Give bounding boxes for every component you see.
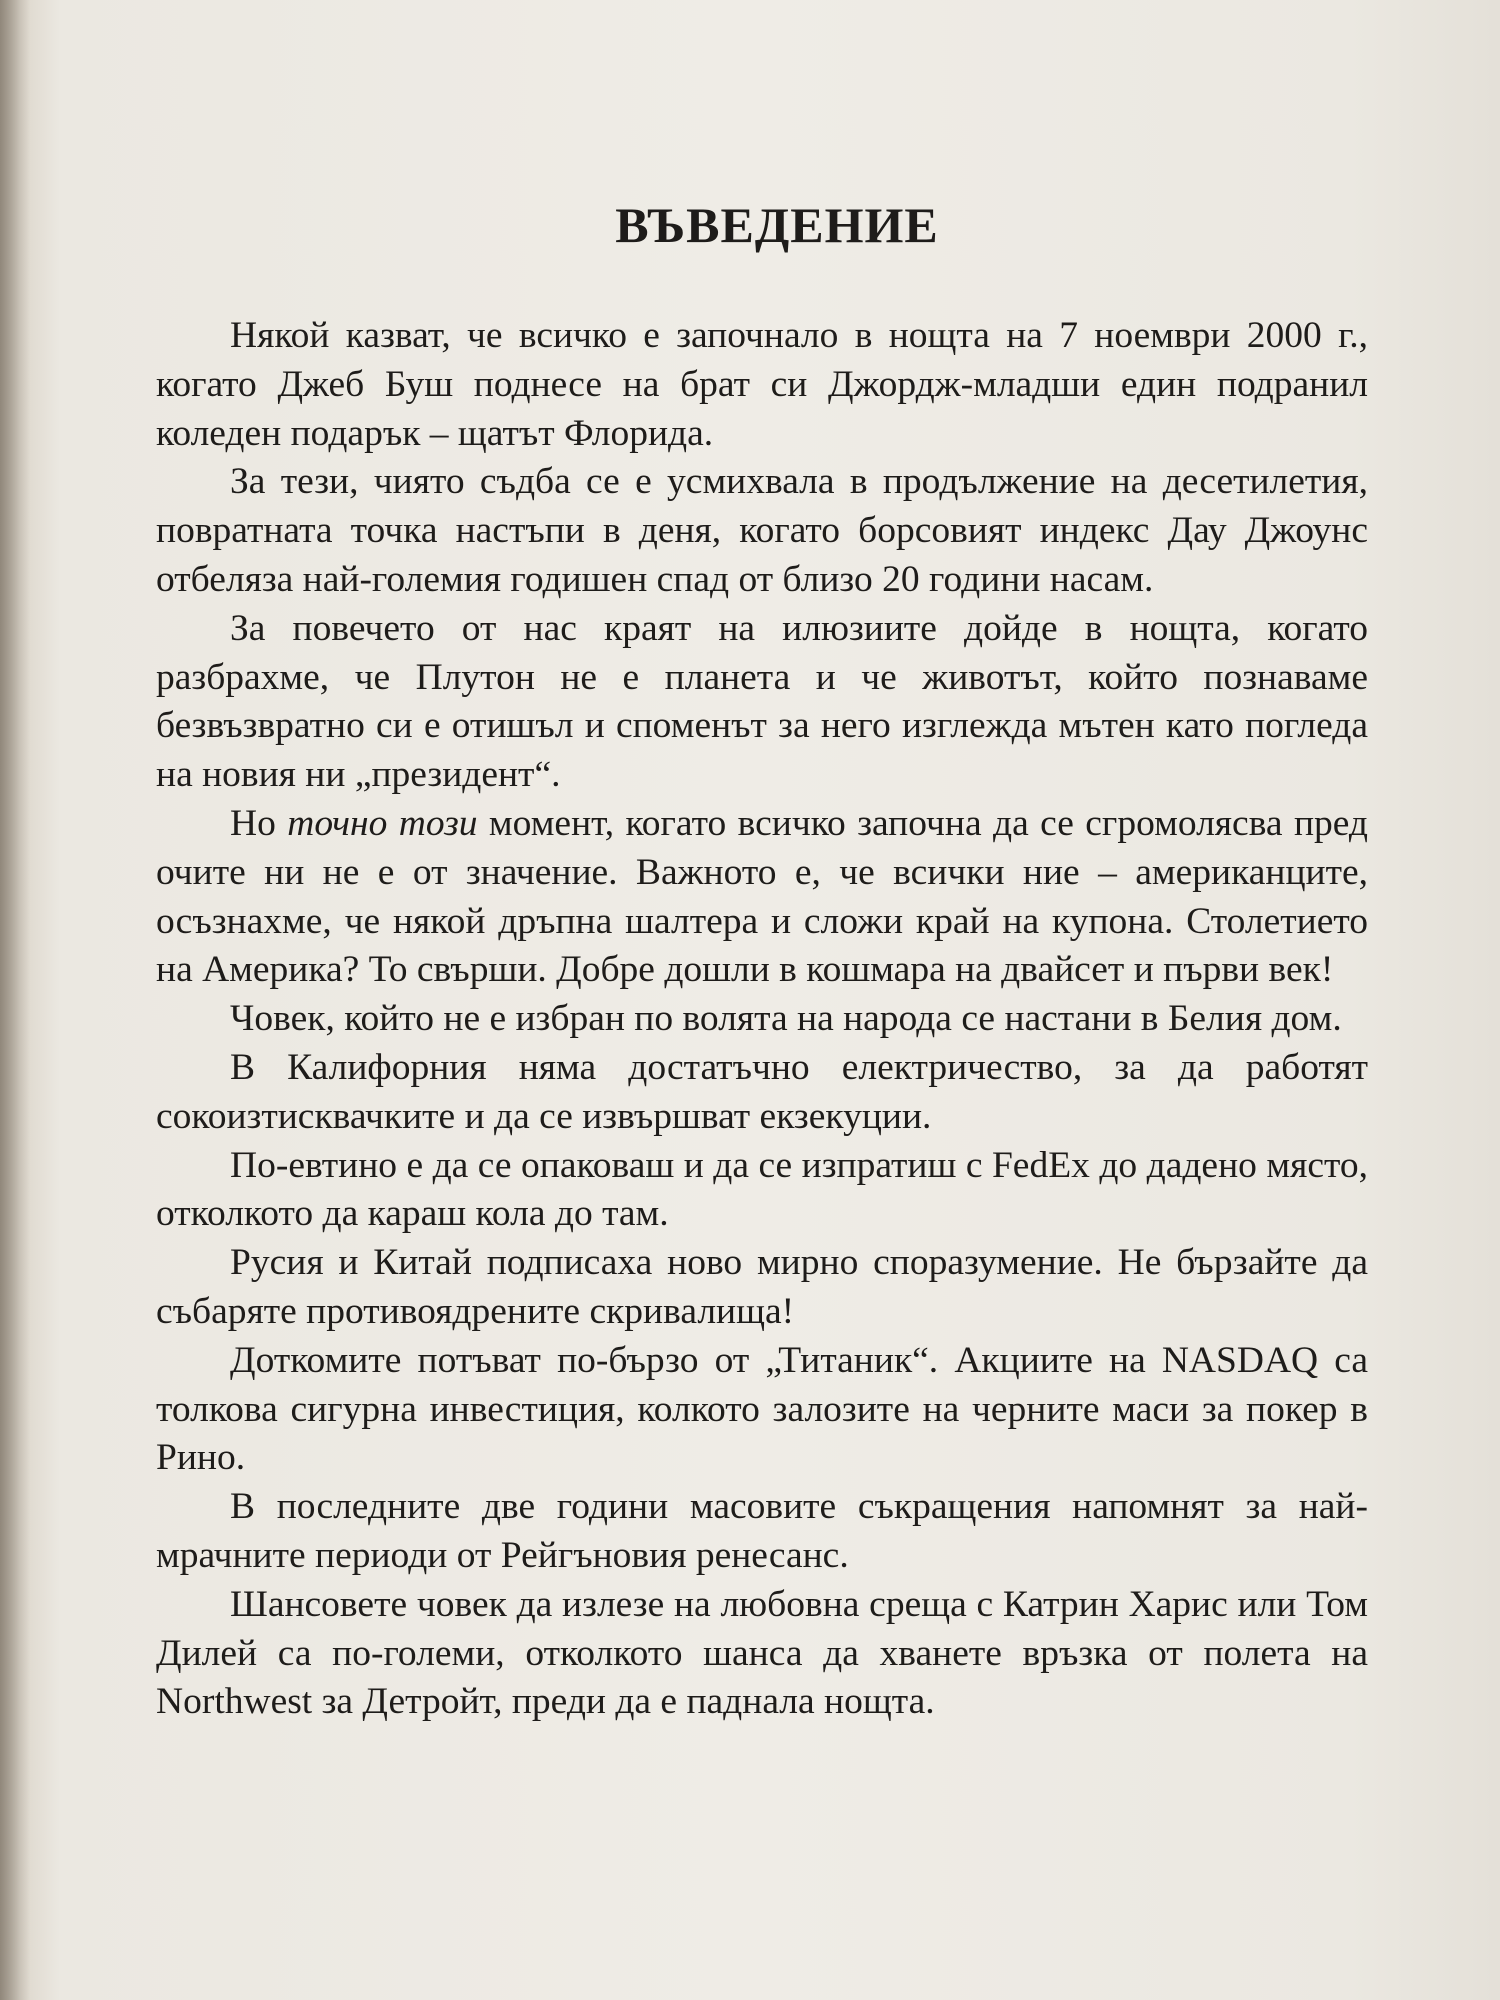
paragraph-5: Човек, който не е избран по волята на народа се настани в Белия дом.	[230, 998, 1342, 1040]
paragraph-10: В последните две години масовите съкращения напомнят за най-мрачните периоди от Рейгъновия ренесанс.	[156, 1486, 1368, 1576]
paragraph-8: Русия и Китай подписаха ново мирно споразумение. Не бързайте да събаряте противоядрените скривалища!	[156, 1242, 1368, 1332]
paragraph-4-rest: момент, когато всичко започна да се сгромолясва пред очите ни не е от значение. Важното е, че всички ние – американците, осъзнахме, че някой дръпна шалтера и сложи край на купона. Столетието на Америка? То свърши. Добре дошли в кошмара на двайсет и първи век!	[156, 802, 1369, 991]
paragraph-11: Шансовете човек да излезе на любовна среща с Катрин Харис или Том Дилей са по-големи, отколкото шанса да хванете връзка от полета на Northwest за Детройт, преди да е паднала нощта.	[156, 1583, 1368, 1723]
paragraph-4-emphasis: точно този	[287, 802, 478, 844]
chapter-title: ВЪВЕДЕНИЕ	[615, 197, 939, 253]
page-gutter-shadow	[0, 0, 30, 2000]
paragraph-7: По-евтино е да се опаковаш и да се изпратиш с FedEx до дадено място, отколкото да караш кола до там.	[156, 1144, 1368, 1235]
paragraph-3: За повечето от нас краят на илюзиите дойде в нощта, когато разбрахме, че Плутон не е планета и че животът, който познаваме безвъзвратно си е отишъл и споменът за него изглежда мътен като погледа на новия ни „президент“.	[156, 607, 1368, 796]
paragraph-4-start: Но	[230, 802, 276, 844]
paragraph-6: В Калифорния няма достатъчно електричество, за да работят сокоизтисквачките и да се извършват екзекуции.	[156, 1046, 1368, 1137]
paragraph-9: Доткомите потъват по-бързо от „Титаник“. Акциите на NASDAQ са толкова сигурна инвестиция, колкото залозите на черните маси за покер в Рино.	[156, 1339, 1368, 1479]
page-content	[156, 196, 1368, 1727]
paragraph-2: За тези, чиято съдба се е усмихвала в продължение на десетилетия, повратната точка настъпи в деня, когато борсовият индекс Дау Джоунс отбеляза най-големия годишен спад от близо 20 години насам.	[156, 461, 1368, 600]
paragraph-4	[156, 800, 1368, 995]
paragraph-1: Някой казват, че всичко е започнало в нощта на 7 ноември 2000 г., когато Джеб Буш поднесе на брат си Джордж-младши един подранил коледен подарък – щатът Флорида.	[156, 315, 1368, 454]
